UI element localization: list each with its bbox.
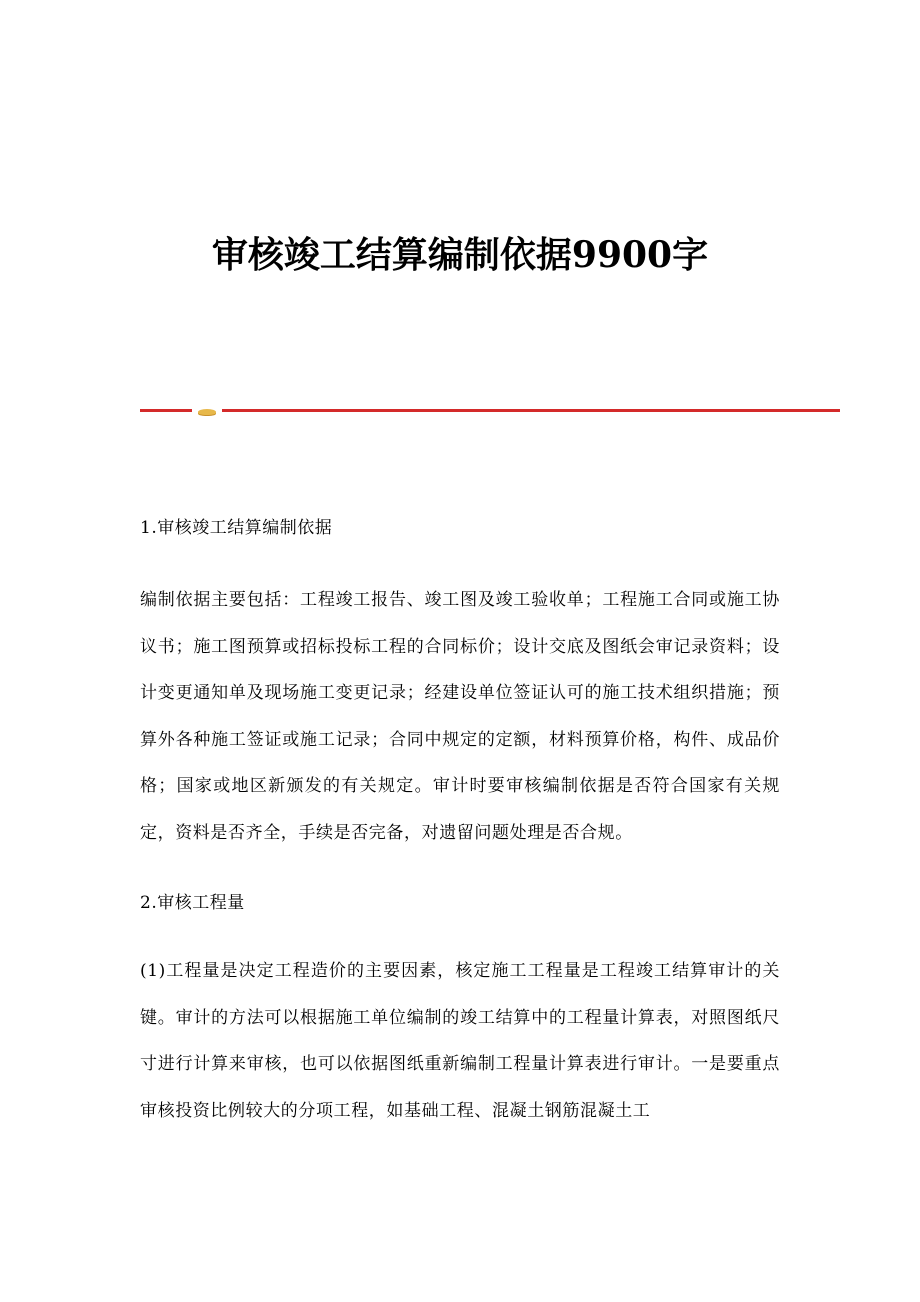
divider-rule-left <box>140 409 192 412</box>
document-body <box>140 505 780 1134</box>
section-paragraph-1: 编制依据主要包括：工程竣工报告、竣工图及竣工验收单；工程施工合同或施工协议书；施工图预算或招标投标工程的合同标价；设计交底及图纸会审记录资料；设计变更通知单及现场施工变更记录；经建设单位签证认可的施工技术组织措施；预算外各种施工签证或施工记录；合同中规定的定额，材料预算价格，构件、成品价格；国家或地区新颁发的有关规定。审计时要审核编制依据是否符合国家有关规定，资料是否齐全，手续是否完备，对遗留问题处理是否合规。 <box>140 590 780 843</box>
page-title: 审核竣工结算编制依据9900字 <box>211 234 709 276</box>
section-paragraph-2: (1)工程量是决定工程造价的主要因素，核定施工工程量是工程竣工结算审计的关键。审计的方法可以根据施工单位编制的竣工结算中的工程量计算表，对照图纸尺寸进行计算来审核，也可以依据图纸重新编制工程量计算表进行审计。一是要重点审核投资比例较大的分项工程，如基础工程、混凝土钢筋混凝土工 <box>140 961 780 1121</box>
section-heading-2: 2.审核工程量 <box>140 893 245 913</box>
divider-ornament-icon <box>198 409 216 415</box>
title-divider <box>140 406 840 414</box>
section-heading-1: 1.审核竣工结算编制依据 <box>140 518 333 538</box>
divider-rule-right <box>222 409 840 412</box>
